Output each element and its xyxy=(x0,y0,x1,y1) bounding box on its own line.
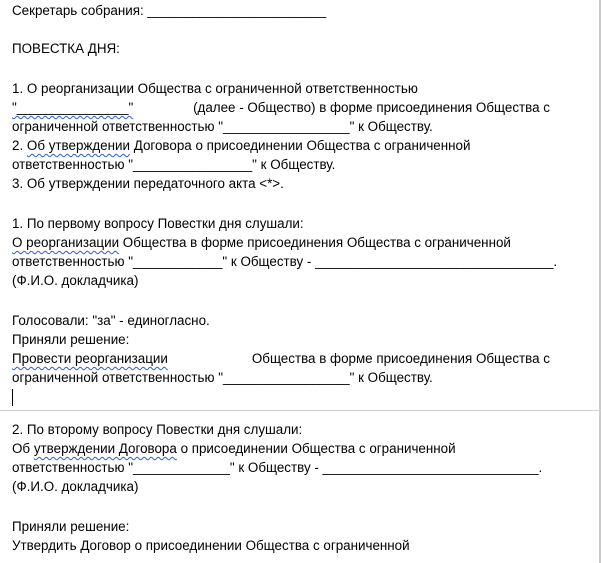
question-2-responsible: ответственностью "_____________" к Обществу - _____________________________. xyxy=(12,460,543,475)
spellcheck-text: утверждении Договора xyxy=(33,441,177,456)
secretary-line: Секретарь собрания: ________________________ xyxy=(12,3,327,18)
text-run: 1. О реорганизации Общества с ограниченной ответственностью xyxy=(12,81,418,96)
agenda-item-2-line-1 xyxy=(12,137,470,155)
text-run: Утвердить Договор о присоединении Общества с ограниченной xyxy=(12,538,410,553)
question-1-decision-label: Приняли решение: xyxy=(12,332,130,347)
agenda-item-3: 3. Об утверждении передаточного акта <*>. xyxy=(12,176,284,191)
question-1-voting: Голосовали: "за" - единогласно. xyxy=(12,313,210,328)
question-1-topic xyxy=(12,234,511,252)
text-run: 2. xyxy=(12,138,24,153)
text-run: Об xyxy=(12,441,31,456)
text-run: о присоединении Общества с ограниченной xyxy=(180,441,456,456)
text-cursor xyxy=(12,389,13,406)
agenda-item-1-line-2 xyxy=(12,99,550,117)
agenda-title: ПОВЕСТКА ДНЯ: xyxy=(12,41,120,56)
question-1-heading: 1. По первому вопросу Повестки дня слушали: xyxy=(12,216,304,231)
agenda-item-2-line-2: ответственностью "________________" к Обществу. xyxy=(12,157,336,172)
question-2-speaker: (Ф.И.О. докладчика) xyxy=(12,479,139,494)
spellcheck-text: О реорганизации xyxy=(12,235,120,250)
spellcheck-text: Об утверждении xyxy=(26,138,130,153)
spellcheck-text: Провести реорганизации xyxy=(12,351,168,366)
question-2-decision-line-1 xyxy=(12,537,550,555)
text-run: Общества в форме присоединения Общества с xyxy=(251,351,550,366)
question-2-topic xyxy=(12,440,456,458)
page-break-line xyxy=(0,410,601,411)
agenda-item-1-line-1 xyxy=(12,80,550,98)
question-1-speaker: (Ф.И.О. докладчика) xyxy=(12,273,139,288)
question-1-responsible: ответственностью "____________" к Обществу - ________________________________. xyxy=(12,254,558,269)
agenda-item-1-line-3: ограниченной ответственностью "_________________" к Обществу. xyxy=(12,119,433,134)
text-run: (далее - Общество) в форме присоединения Общества с xyxy=(193,100,550,115)
question-2-decision-label: Приняли решение: xyxy=(12,519,130,534)
placeholder-blank: "_______________" xyxy=(12,100,134,115)
question-1-decision-line-2: ограниченной ответственностью "_________________" к Обществу. xyxy=(12,370,433,385)
text-run: Договора о присоединении Общества с ограниченной xyxy=(133,138,471,153)
text-run: Общества в форме присоединения Общества с ограниченной xyxy=(122,235,511,250)
question-1-decision-line-1 xyxy=(12,350,550,368)
question-2-heading: 2. По второму вопросу Повестки дня слушали: xyxy=(12,422,303,437)
